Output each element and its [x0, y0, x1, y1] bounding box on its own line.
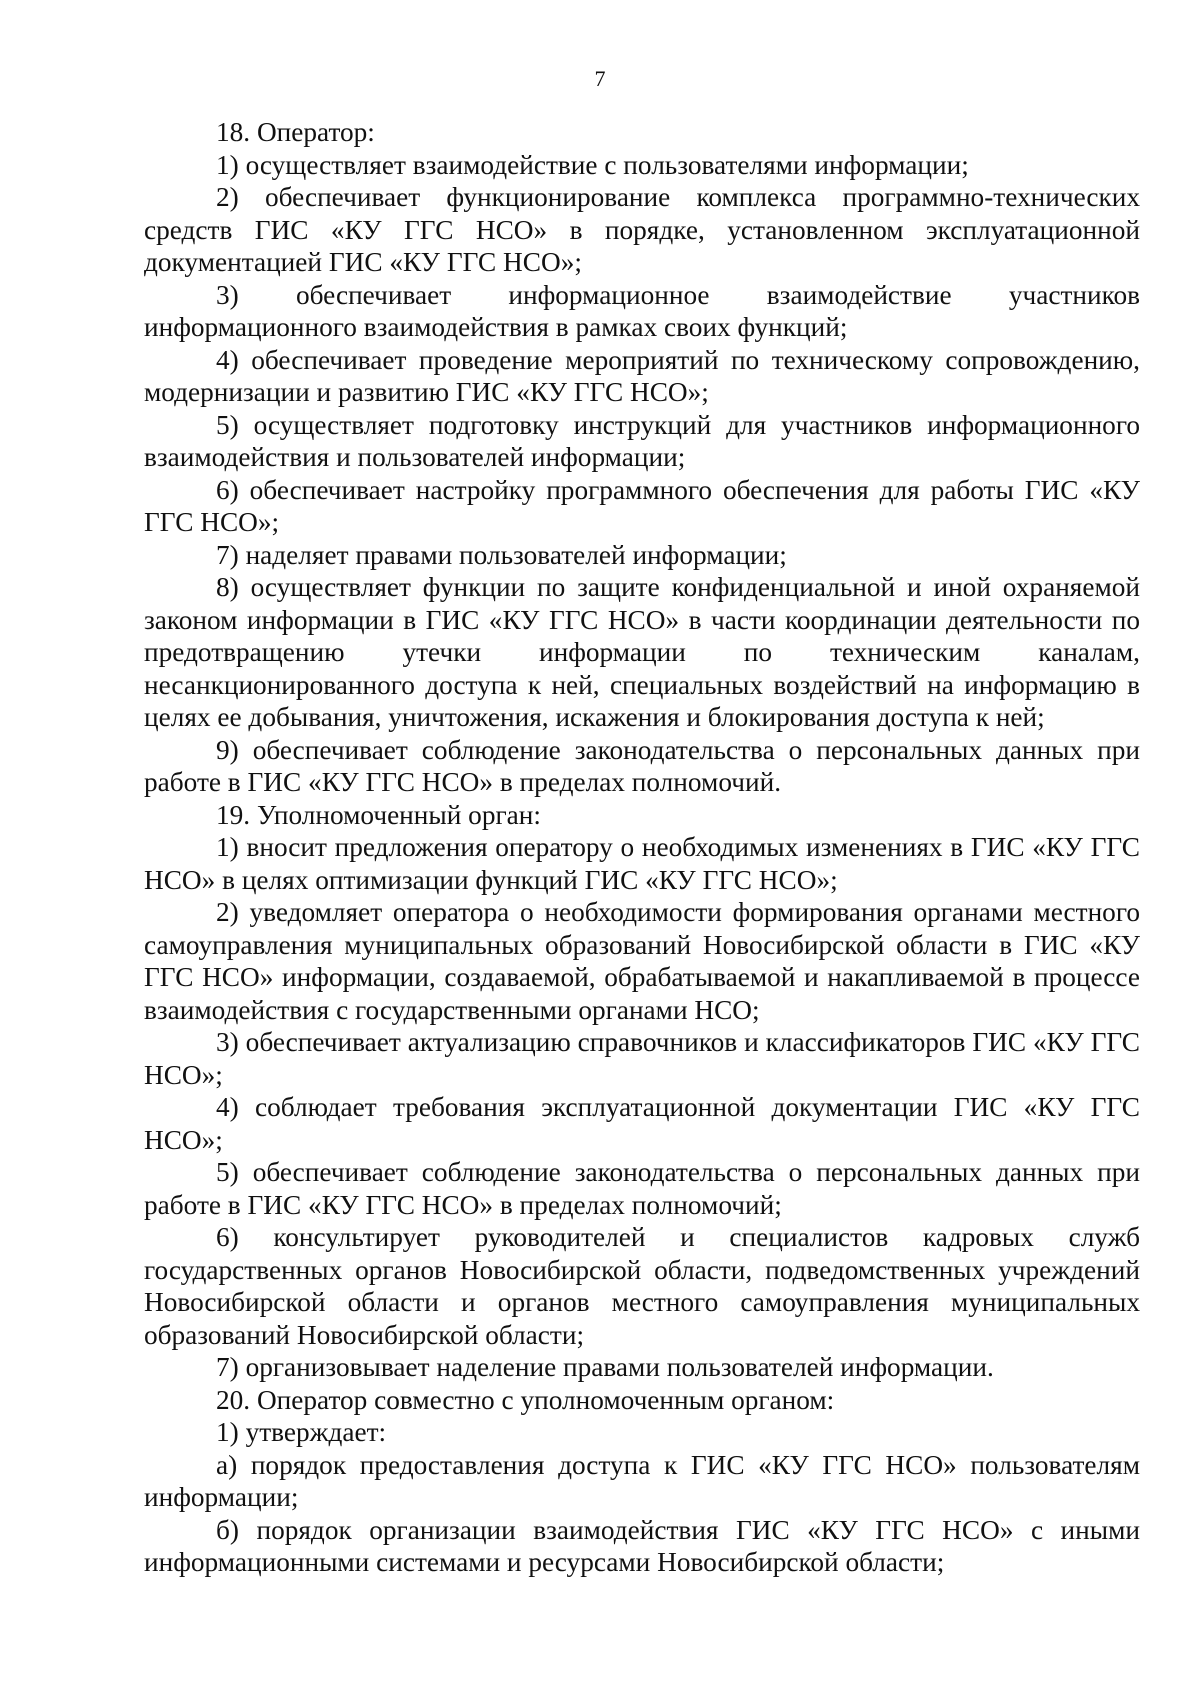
section-18-item-9: 9) обеспечивает соблюдение законодательства о персональных данных при работе в ГИС «КУ ГГС НСО» в пределах полномочий.: [144, 734, 1140, 797]
section-19-item-5: 5) обеспечивает соблюдение законодательства о персональных данных при работе в ГИС «КУ ГГС НСО» в пределах полномочий;: [144, 1157, 1140, 1220]
section-18-item-8: 8) осуществляет функции по защите конфиденциальной и иной охраняемой законом информации в ГИС «КУ ГГС НСО» в части координации деятельности по предотвращению утечки информации по техническим каналам, несанкционированного доступа к ней, специальных воздействий на информацию в целях ее добывания, уничтожения, искажения и блокирования доступа к ней;: [144, 572, 1140, 732]
section-19-item-2: 2) уведомляет оператора о необходимости формирования органами местного самоуправления муниципальных образований Новосибирской области в ГИС «КУ ГГС НСО» информации, создаваемой, обрабатываемой и накапливаемой в процессе взаимодействия с государственными органами НСО;: [144, 897, 1140, 1025]
section-18-item-5: 5) осуществляет подготовку инструкций для участников информационного взаимодействия и пользователей информации;: [144, 409, 1140, 472]
section-19-item-1: 1) вносит предложения оператору о необходимых изменениях в ГИС «КУ ГГС НСО» в целях оптимизации функций ГИС «КУ ГГС НСО»;: [144, 832, 1140, 895]
section-19-heading: 19. Уполномоченный орган:: [216, 799, 541, 830]
document-body: [144, 116, 1140, 1579]
section-18-item-7: 7) наделяет правами пользователей информации;: [216, 539, 787, 570]
section-18-item-2: 2) обеспечивает функционирование комплекса программно-технических средств ГИС «КУ ГГС НСО» в порядке, установленном эксплуатационной документацией ГИС «КУ ГГС НСО»;: [144, 182, 1140, 277]
section-19-item-3: 3) обеспечивает актуализацию справочников и классификаторов ГИС «КУ ГГС НСО»;: [144, 1027, 1140, 1090]
section-20-heading: 20. Оператор совместно с уполномоченным органом:: [216, 1384, 835, 1415]
page-number: 7: [594, 66, 606, 91]
section-19-item-4: 4) соблюдает требования эксплуатационной документации ГИС «КУ ГГС НСО»;: [144, 1092, 1140, 1155]
section-20-item-1a: а) порядок предоставления доступа к ГИС «КУ ГГС НСО» пользователям информации;: [144, 1449, 1140, 1512]
section-18-item-6: 6) обеспечивает настройку программного обеспечения для работы ГИС «КУ ГГС НСО»;: [144, 474, 1140, 537]
section-20-item-1b: б) порядок организации взаимодействия ГИС «КУ ГГС НСО» с иными информационными системами и ресурсами Новосибирской области;: [144, 1514, 1140, 1577]
section-18-item-1: 1) осуществляет взаимодействие с пользователями информации;: [216, 149, 969, 180]
section-18-item-4: 4) обеспечивает проведение мероприятий по техническому сопровождению, модернизации и развитию ГИС «КУ ГГС НСО»;: [144, 344, 1140, 407]
section-18-heading: 18. Оператор:: [216, 117, 375, 147]
section-18-item-3: 3) обеспечивает информационное взаимодействие участников информационного взаимодействия в рамках своих функций;: [144, 279, 1140, 342]
section-20-item-1: 1) утверждает:: [216, 1417, 387, 1447]
section-19-item-6: 6) консультирует руководителей и специалистов кадровых служб государственных органов Новосибирской области, подведомственных учреждений Новосибирской области и органов местного самоуправления муниципальных образований Новосибирской области;: [144, 1222, 1140, 1350]
section-19-item-7: 7) организовывает наделение правами пользователей информации.: [216, 1352, 994, 1382]
